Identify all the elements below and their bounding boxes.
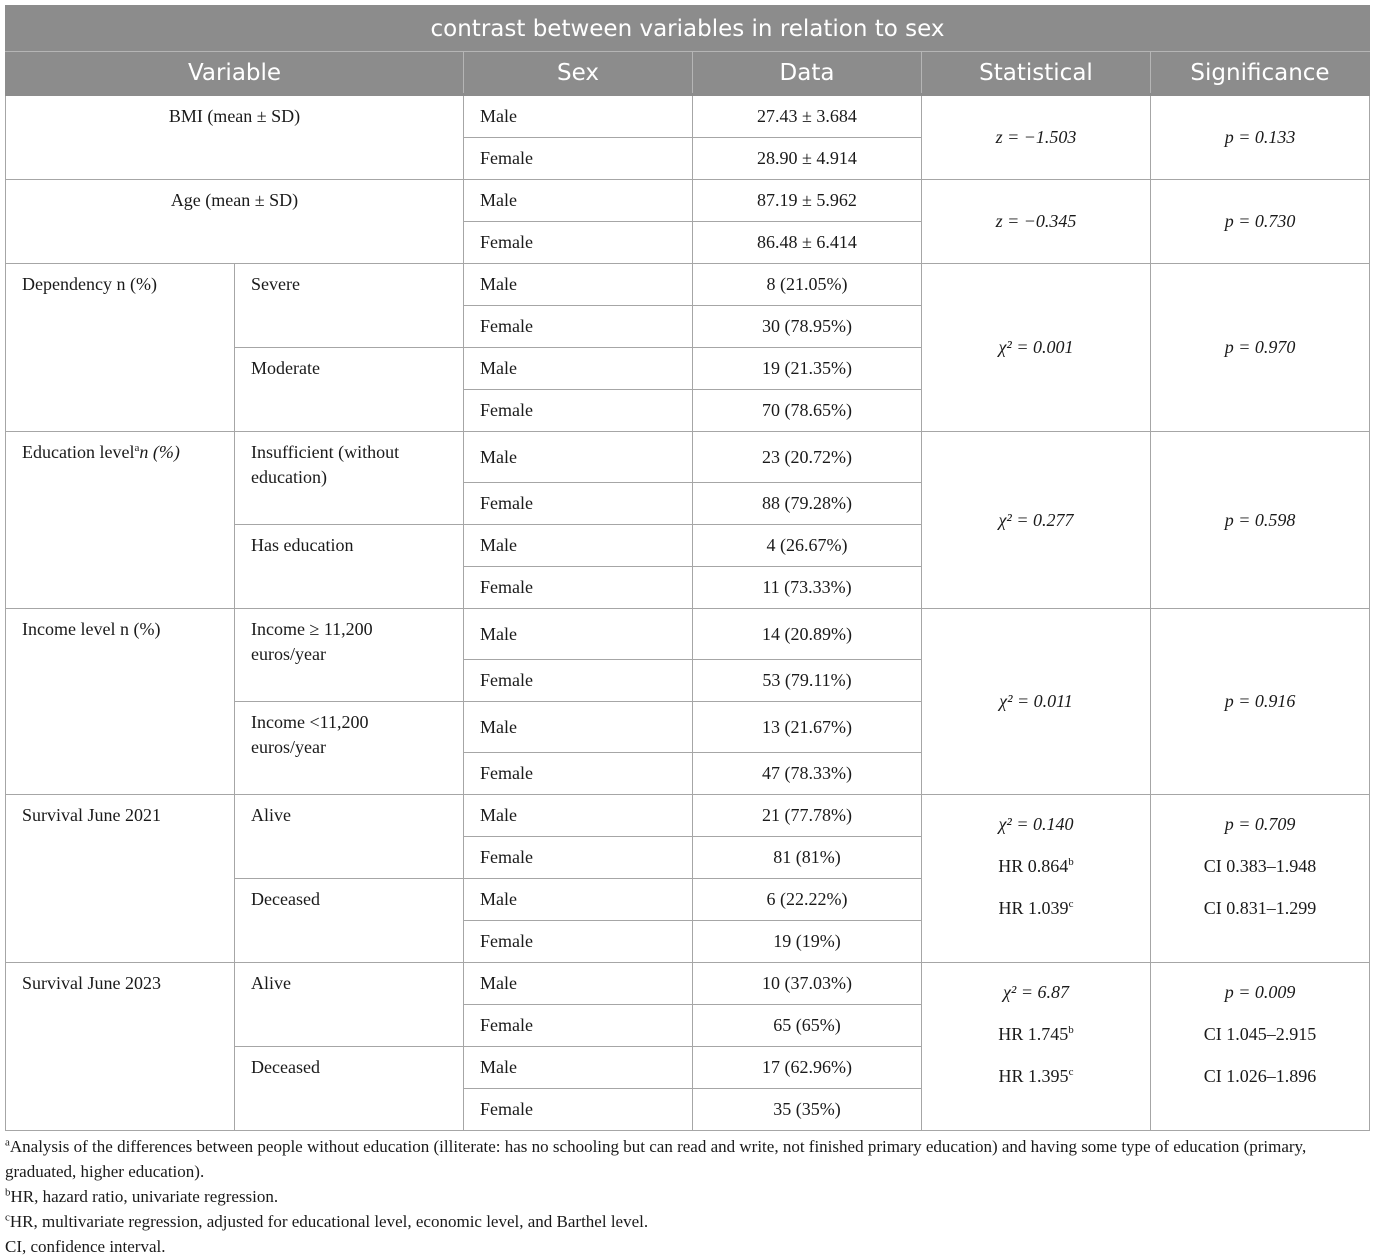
p-value: p = 0.709 bbox=[1224, 814, 1296, 834]
sig-line: CI 0.383–1.948 bbox=[1203, 856, 1317, 876]
data-cell: 19 (21.35%) bbox=[693, 348, 922, 390]
stat-value: z = −0.345 bbox=[995, 211, 1077, 231]
sig-line: CI 1.026–1.896 bbox=[1203, 1066, 1317, 1086]
subgroup-moderate: Moderate bbox=[235, 348, 464, 432]
variable-bmi: BMI (mean ± SD) bbox=[6, 95, 464, 180]
sex-cell: Male bbox=[464, 348, 693, 390]
sex-cell: Female bbox=[464, 567, 693, 609]
sex-cell: Male bbox=[464, 702, 693, 753]
hr-univariate: HR 0.864 bbox=[998, 856, 1069, 876]
data-table bbox=[5, 5, 1370, 1131]
footnote-marker: c bbox=[1068, 1066, 1074, 1078]
hr-multivariate: HR 1.395 bbox=[998, 1066, 1069, 1086]
footnote-b bbox=[5, 1184, 1369, 1209]
subgroup-has-education: Has education bbox=[235, 525, 464, 609]
sig-value: p = 0.730 bbox=[1224, 211, 1296, 231]
stat-stack bbox=[938, 803, 1134, 929]
data-cell: 30 (78.95%) bbox=[693, 306, 922, 348]
footnotes bbox=[5, 1134, 1369, 1259]
sex-cell: Male bbox=[464, 180, 693, 222]
sex-cell: Male bbox=[464, 95, 693, 138]
sex-cell: Female bbox=[464, 138, 693, 180]
sig-stack bbox=[1167, 803, 1353, 929]
footnote-text: Analysis of the differences between people without education (illiterate: has no schooling but can read and write, not finished primary education) and having some type of education (primary, graduated, higher education). bbox=[5, 1137, 1307, 1181]
footnote-c bbox=[5, 1209, 1369, 1234]
table-row bbox=[6, 95, 1370, 138]
subgroup-income-high: Income ≥ 11,200 euros/year bbox=[235, 609, 464, 702]
header-sex: Sex bbox=[464, 52, 693, 95]
significance-cell bbox=[1151, 609, 1370, 795]
significance-cell bbox=[1151, 963, 1370, 1131]
data-cell: 13 (21.67%) bbox=[693, 702, 922, 753]
hr-multivariate: HR 1.039 bbox=[998, 898, 1069, 918]
sig-line bbox=[1167, 971, 1353, 1013]
data-cell: 65 (65%) bbox=[693, 1005, 922, 1047]
stat-line bbox=[938, 971, 1134, 1013]
footnote-marker: c bbox=[1068, 898, 1074, 910]
data-cell: 11 (73.33%) bbox=[693, 567, 922, 609]
data-cell: 86.48 ± 6.414 bbox=[693, 222, 922, 264]
data-cell: 19 (19%) bbox=[693, 921, 922, 963]
footnote-marker: b bbox=[1068, 1024, 1074, 1036]
data-cell: 6 (22.22%) bbox=[693, 879, 922, 921]
sex-cell: Male bbox=[464, 795, 693, 837]
footnote-marker: b bbox=[5, 1186, 11, 1199]
footnote-a bbox=[5, 1134, 1369, 1184]
significance-cell bbox=[1151, 795, 1370, 963]
subgroup-insufficient: Insufficient (without education) bbox=[235, 432, 464, 525]
footnote-marker: a bbox=[134, 442, 140, 454]
data-cell: 21 (77.78%) bbox=[693, 795, 922, 837]
data-cell: 53 (79.11%) bbox=[693, 660, 922, 702]
sex-cell: Female bbox=[464, 1005, 693, 1047]
variable-dependency: Dependency n (%) bbox=[6, 264, 235, 432]
footnote-marker: c bbox=[5, 1211, 10, 1224]
chi-square-value: χ² = 0.140 bbox=[998, 814, 1074, 834]
sig-line: CI 1.045–2.915 bbox=[1203, 1024, 1317, 1044]
table-container bbox=[5, 5, 1369, 1131]
stat-line bbox=[938, 1055, 1134, 1097]
education-label-suffix: n (%) bbox=[139, 442, 180, 462]
stat-value: χ² = 0.277 bbox=[998, 509, 1074, 530]
sex-cell: Male bbox=[464, 963, 693, 1005]
chi-square-value: χ² = 6.87 bbox=[1003, 982, 1069, 1002]
header-significance: Significance bbox=[1151, 52, 1370, 95]
sig-stack bbox=[1167, 971, 1353, 1097]
sig-line bbox=[1167, 803, 1353, 845]
hr-univariate: HR 1.745 bbox=[998, 1024, 1069, 1044]
variable-survival-2023: Survival June 2023 bbox=[6, 963, 235, 1131]
table-row bbox=[6, 432, 1370, 483]
statistical-cell bbox=[922, 432, 1151, 609]
statistical-cell bbox=[922, 264, 1151, 432]
data-cell: 28.90 ± 4.914 bbox=[693, 138, 922, 180]
sig-value: p = 0.133 bbox=[1224, 127, 1296, 147]
subgroup-deceased: Deceased bbox=[235, 879, 464, 963]
sex-cell: Female bbox=[464, 660, 693, 702]
table-title: contrast between variables in relation to sex bbox=[6, 6, 1370, 52]
sex-cell: Female bbox=[464, 837, 693, 879]
sex-cell: Female bbox=[464, 306, 693, 348]
sex-cell: Male bbox=[464, 609, 693, 660]
sex-cell: Female bbox=[464, 1089, 693, 1131]
variable-education bbox=[6, 432, 235, 609]
statistical-cell bbox=[922, 609, 1151, 795]
significance-cell bbox=[1151, 95, 1370, 180]
p-value: p = 0.009 bbox=[1224, 982, 1296, 1002]
table-row bbox=[6, 264, 1370, 306]
table-row bbox=[6, 609, 1370, 660]
sex-cell: Male bbox=[464, 432, 693, 483]
statistical-cell bbox=[922, 180, 1151, 264]
statistical-cell bbox=[922, 95, 1151, 180]
subgroup-alive: Alive bbox=[235, 795, 464, 879]
data-cell: 27.43 ± 3.684 bbox=[693, 95, 922, 138]
header-variable: Variable bbox=[6, 52, 464, 95]
sex-cell: Female bbox=[464, 390, 693, 432]
data-cell: 81 (81%) bbox=[693, 837, 922, 879]
stat-line bbox=[938, 845, 1134, 887]
stat-value: χ² = 0.011 bbox=[999, 691, 1073, 711]
significance-cell bbox=[1151, 432, 1370, 609]
table-row bbox=[6, 180, 1370, 222]
significance-cell bbox=[1151, 264, 1370, 432]
data-cell: 23 (20.72%) bbox=[693, 432, 922, 483]
footnote-marker: a bbox=[5, 1136, 10, 1149]
subgroup-deceased: Deceased bbox=[235, 1047, 464, 1131]
footnote-marker: b bbox=[1068, 856, 1074, 868]
stat-value: z = −1.503 bbox=[995, 127, 1077, 147]
stat-line bbox=[938, 1013, 1134, 1055]
sig-value: p = 0.916 bbox=[1224, 691, 1296, 711]
variable-income: Income level n (%) bbox=[6, 609, 235, 795]
education-label: Education level bbox=[22, 442, 135, 462]
statistical-cell bbox=[922, 795, 1151, 963]
sex-cell: Male bbox=[464, 879, 693, 921]
sex-cell: Female bbox=[464, 222, 693, 264]
stat-value: χ² = 0.001 bbox=[998, 337, 1074, 357]
table-row bbox=[6, 963, 1370, 1005]
header-statistical: Statistical bbox=[922, 52, 1151, 95]
footnote-text: HR, multivariate regression, adjusted for educational level, economic level, and Barthel level. bbox=[9, 1212, 649, 1231]
subgroup-income-low: Income <11,200 euros/year bbox=[235, 702, 464, 795]
stat-line bbox=[938, 803, 1134, 845]
footnote-text: HR, hazard ratio, univariate regression. bbox=[10, 1187, 279, 1206]
sex-cell: Male bbox=[464, 525, 693, 567]
data-cell: 87.19 ± 5.962 bbox=[693, 180, 922, 222]
data-cell: 8 (21.05%) bbox=[693, 264, 922, 306]
data-cell: 70 (78.65%) bbox=[693, 390, 922, 432]
data-cell: 47 (78.33%) bbox=[693, 753, 922, 795]
subgroup-alive: Alive bbox=[235, 963, 464, 1047]
variable-survival-2021: Survival June 2021 bbox=[6, 795, 235, 963]
footnote-ci: CI, confidence interval. bbox=[5, 1237, 166, 1256]
data-cell: 14 (20.89%) bbox=[693, 609, 922, 660]
sex-cell: Female bbox=[464, 753, 693, 795]
data-cell: 35 (35%) bbox=[693, 1089, 922, 1131]
stat-line bbox=[938, 887, 1134, 929]
data-cell: 4 (26.67%) bbox=[693, 525, 922, 567]
data-cell: 10 (37.03%) bbox=[693, 963, 922, 1005]
sex-cell: Female bbox=[464, 483, 693, 525]
sex-cell: Male bbox=[464, 1047, 693, 1089]
stat-stack bbox=[938, 971, 1134, 1097]
significance-cell bbox=[1151, 180, 1370, 264]
data-cell: 88 (79.28%) bbox=[693, 483, 922, 525]
sex-cell: Female bbox=[464, 921, 693, 963]
table-row bbox=[6, 795, 1370, 837]
subgroup-severe: Severe bbox=[235, 264, 464, 348]
variable-age: Age (mean ± SD) bbox=[6, 180, 464, 264]
header-data: Data bbox=[693, 52, 922, 95]
sig-line: CI 0.831–1.299 bbox=[1203, 898, 1317, 918]
sig-value: p = 0.598 bbox=[1224, 509, 1296, 530]
data-cell: 17 (62.96%) bbox=[693, 1047, 922, 1089]
sig-value: p = 0.970 bbox=[1224, 337, 1296, 357]
sex-cell: Male bbox=[464, 264, 693, 306]
statistical-cell bbox=[922, 963, 1151, 1131]
